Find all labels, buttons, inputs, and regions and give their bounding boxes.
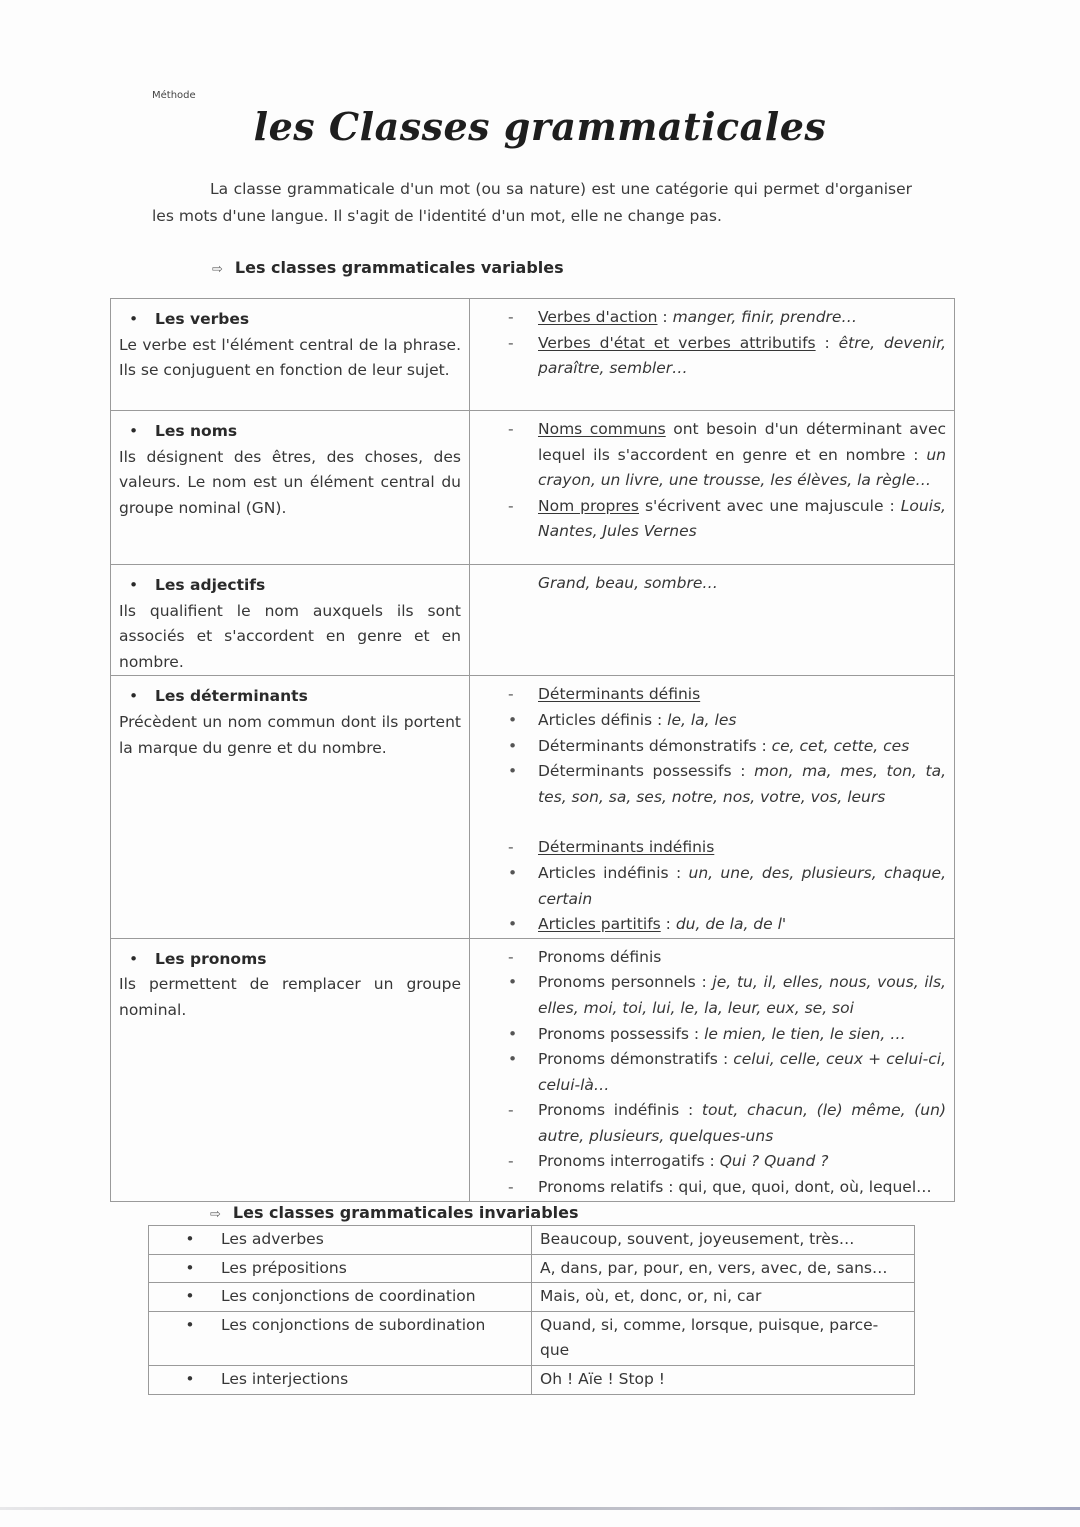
table-row bbox=[149, 1254, 915, 1283]
category-cell: • Les adverbes bbox=[149, 1226, 532, 1255]
invariable-section-title: Les classes grammaticales invariables bbox=[232, 1203, 579, 1222]
list-item: • Pronoms démonstratifs : celui, celle, ceux + celui-ci, celui-là… bbox=[480, 1047, 946, 1098]
bullet-icon: • bbox=[185, 1258, 195, 1277]
list-item: - Déterminants définis bbox=[480, 682, 946, 708]
examples-cell: Oh ! Aïe ! Stop ! bbox=[532, 1365, 915, 1394]
list-item: • Articles partitifs : du, de la, de l' bbox=[480, 912, 946, 938]
list-item: • Pronoms possessifs : le mien, le tien, le sien, … bbox=[480, 1022, 946, 1048]
list-item: • Pronoms personnels : je, tu, il, elles, nous, vous, ils, elles, moi, toi, lui, le, la, leur, eux, se, soi bbox=[480, 970, 946, 1021]
examples-cell: Mais, où, et, donc, or, ni, car bbox=[532, 1283, 915, 1312]
examples-cell: A, dans, par, pour, en, vers, avec, de, sans… bbox=[532, 1254, 915, 1283]
page-bottom-edge bbox=[0, 1507, 1080, 1510]
variable-section-title: Les classes grammaticales variables bbox=[234, 258, 564, 277]
list-item: - Noms communs ont besoin d'un déterminant avec lequel ils s'accordent en genre et en nombre : un crayon, un livre, une trousse, les élèves, la règle… bbox=[480, 417, 946, 494]
examples-cell bbox=[470, 676, 955, 938]
category-cell: • Les conjonctions de subordination bbox=[149, 1311, 532, 1365]
table-row bbox=[149, 1311, 915, 1365]
category-cell bbox=[111, 938, 470, 1201]
table-row bbox=[111, 938, 955, 1201]
examples-cell: Beaucoup, souvent, joyeusement, très… bbox=[532, 1226, 915, 1255]
examples-cell bbox=[470, 565, 955, 676]
list-item: - Pronoms interrogatifs : Qui ? Quand ? bbox=[480, 1149, 946, 1175]
category-cell bbox=[111, 565, 470, 676]
list-item: • Déterminants possessifs : mon, ma, mes, ton, ta, tes, son, sa, ses, notre, nos, votre, vos, leurs bbox=[480, 759, 946, 810]
table-row bbox=[111, 411, 955, 565]
category-pronoms: • Les pronoms bbox=[119, 947, 461, 973]
list-item: • Articles définis : le, la, les bbox=[480, 708, 946, 734]
table-row bbox=[149, 1226, 915, 1255]
bullet-icon: • bbox=[185, 1315, 195, 1334]
list-item: - Verbes d'action : manger, finir, prendre… bbox=[480, 305, 946, 331]
category-determinants: • Les déterminants bbox=[119, 684, 461, 710]
table-row bbox=[149, 1283, 915, 1312]
bullet-icon: • bbox=[185, 1369, 195, 1388]
adjectifs-examples: Grand, beau, sombre… bbox=[538, 574, 718, 592]
table-row bbox=[111, 676, 955, 938]
examples-cell bbox=[470, 411, 955, 565]
category-noms: • Les noms bbox=[119, 419, 461, 445]
list-item: - Pronoms indéfinis : tout, chacun, (le) même, (un) autre, plusieurs, quelques-uns bbox=[480, 1098, 946, 1149]
variable-classes-table bbox=[110, 298, 955, 1202]
category-description: Ils désignent des êtres, des choses, des valeurs. Le nom est un élément central du groupe nominal (GN). bbox=[119, 447, 461, 517]
arrow-right-icon: ⇨ bbox=[210, 1207, 221, 1222]
category-verbes: • Les verbes bbox=[119, 307, 461, 333]
examples-cell bbox=[470, 938, 955, 1201]
list-item: - Pronoms définis bbox=[480, 945, 946, 971]
list-item: - Verbes d'état et verbes attributifs : être, devenir, paraître, sembler… bbox=[480, 331, 946, 382]
list-item: - Nom propres s'écrivent avec une majuscule : Louis, Nantes, Jules Vernes bbox=[480, 494, 946, 545]
category-cell bbox=[111, 299, 470, 411]
list-item: • Articles indéfinis : un, une, des, plusieurs, chaque, certain bbox=[480, 861, 946, 912]
table-row bbox=[149, 1365, 915, 1394]
variable-section-heading bbox=[212, 258, 564, 277]
arrow-right-icon: ⇨ bbox=[212, 262, 223, 277]
method-label: Méthode bbox=[152, 90, 196, 101]
category-cell bbox=[111, 411, 470, 565]
invariable-classes-table bbox=[148, 1225, 915, 1395]
list-item: - Pronoms relatifs : qui, que, quoi, dont, où, lequel… bbox=[480, 1175, 946, 1201]
category-cell: • Les conjonctions de coordination bbox=[149, 1283, 532, 1312]
category-cell: • Les prépositions bbox=[149, 1254, 532, 1283]
examples-cell: Quand, si, comme, lorsque, puisque, parce-que bbox=[532, 1311, 915, 1365]
examples-cell bbox=[470, 299, 955, 411]
page-title: les Classes grammaticales bbox=[253, 104, 827, 149]
intro-paragraph bbox=[152, 176, 912, 230]
table-row bbox=[111, 565, 955, 676]
category-description: Ils qualifient le nom auxquels ils sont associés et s'accordent en genre et en nombre. bbox=[119, 601, 461, 671]
category-description: Ils permettent de remplacer un groupe nominal. bbox=[119, 975, 461, 1019]
intro-text: La classe grammaticale d'un mot (ou sa nature) est une catégorie qui permet d'organiser les mots d'une langue. Il s'agit de l'identité d'un mot, elle ne change pas. bbox=[152, 180, 912, 225]
category-cell bbox=[111, 676, 470, 938]
bullet-icon: • bbox=[185, 1230, 195, 1248]
table-row bbox=[111, 299, 955, 411]
bullet-icon: • bbox=[185, 1287, 195, 1306]
category-description: Précèdent un nom commun dont ils portent la marque du genre et du nombre. bbox=[119, 712, 461, 757]
list-item: - Déterminants indéfinis bbox=[480, 835, 946, 861]
category-cell: • Les interjections bbox=[149, 1365, 532, 1394]
list-item: • Déterminants démonstratifs : ce, cet, cette, ces bbox=[480, 734, 946, 760]
category-adjectifs: • Les adjectifs bbox=[119, 573, 461, 599]
category-description: Le verbe est l'élément central de la phrase. Ils se conjuguent en fonction de leur sujet. bbox=[119, 335, 461, 380]
invariable-section-heading bbox=[210, 1203, 579, 1222]
